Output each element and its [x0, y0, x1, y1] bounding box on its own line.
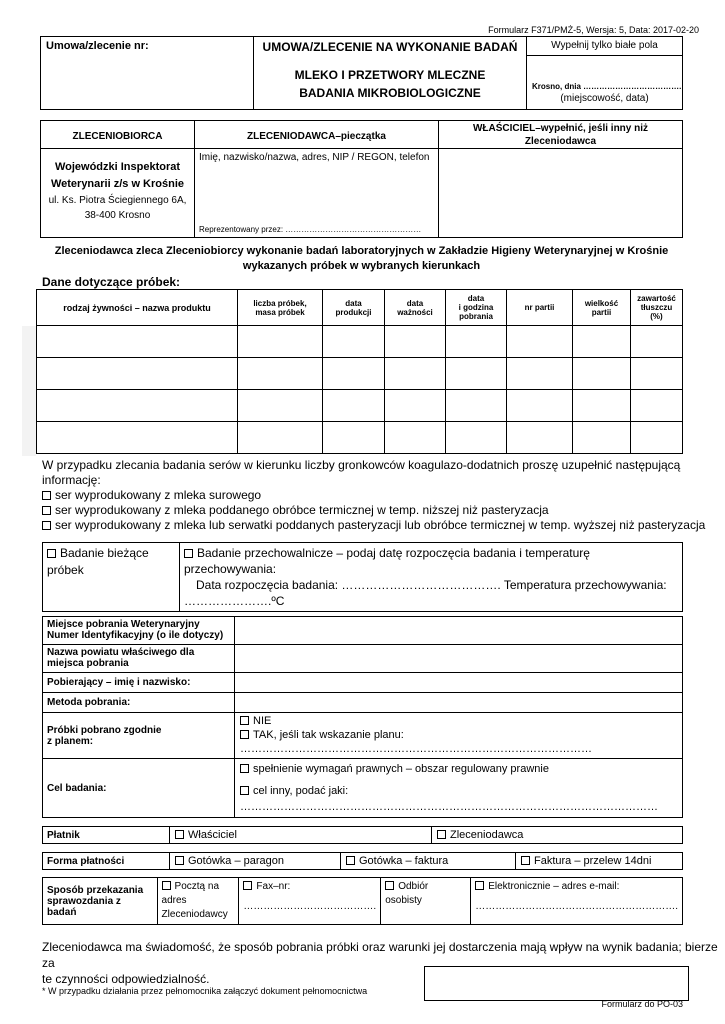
owner-header-1: WŁAŚCICIEL–wypełnić, jeśli inny niż — [472, 122, 649, 134]
checkbox-icon[interactable] — [243, 881, 252, 890]
fill-note: Wypełnij tylko białe pola — [551, 40, 658, 51]
form-title: UMOWA/ZLECENIE NA WYKONANIE BADAŃ — [262, 40, 518, 54]
storage-test-option[interactable]: Badanie przechowalnicze – podaj datę rozpoczęcia badania i temperaturę przechowywania: — [184, 546, 590, 576]
district-label-2: miejsca pobrania — [47, 658, 129, 669]
table-row[interactable] — [37, 326, 683, 358]
report-fax-option[interactable]: Fax–nr: …………………………………. — [239, 878, 381, 925]
contractor-name-1: Wojewódzki Inspektorat — [54, 161, 181, 173]
report-table — [42, 877, 683, 925]
parties-table — [40, 120, 683, 238]
checkbox-icon[interactable] — [346, 856, 355, 865]
signature-box[interactable] — [424, 966, 689, 1001]
contractor-header: ZLECENIOBIORCA — [72, 130, 163, 142]
storage-start-line: Data rozpoczęcia badania: …………………………………. Temperatura przechowywania: — [196, 578, 667, 592]
payer-label: Płatnik — [47, 829, 80, 841]
purpose-option-other[interactable]: cel inny, podać jaki: — [240, 783, 677, 799]
report-email-option[interactable]: Elektronicznie – adres e-mail: ……………………………………………………. — [471, 878, 683, 925]
client-header: ZLECENIODAWCA–pieczątka — [247, 130, 386, 142]
col-count-1: liczba próbek, — [253, 298, 307, 308]
report-mail-2: adres — [161, 895, 187, 906]
report-label-2: sprawozdania z badań — [47, 895, 121, 918]
owner-cell[interactable] — [439, 149, 683, 238]
checkbox-icon[interactable] — [42, 491, 51, 500]
client-cell[interactable] — [195, 149, 439, 238]
header-table — [40, 36, 683, 110]
collector-field[interactable] — [235, 673, 683, 693]
checkbox-icon[interactable] — [184, 549, 193, 558]
place-date-hint: (miejscowość, data) — [560, 93, 649, 104]
checkbox-icon[interactable] — [521, 856, 530, 865]
intro-line-1: Zleceniodawca zleca Zleceniobiorcy wykonanie badań laboratoryjnych w Zakładzie Higieny Weterynaryjnej w Krośnie — [54, 245, 669, 257]
contract-no-cell[interactable] — [41, 37, 254, 110]
plan-option-no[interactable]: NIE — [240, 714, 677, 728]
checkbox-icon[interactable] — [385, 881, 394, 890]
col-expiry-2: ważności — [397, 307, 433, 317]
cheese-option-raw[interactable]: ser wyprodukowany z mleka surowego — [42, 488, 705, 503]
plan-cell — [235, 713, 683, 759]
report-fax-dots[interactable]: …………………………………. — [243, 901, 377, 912]
checkbox-icon[interactable] — [42, 506, 51, 515]
vet-no-field[interactable] — [235, 617, 683, 645]
subtitle-1: MLEKO I PRZETWORY MLECZNE — [294, 67, 486, 82]
col-sampling-3: pobrania — [459, 312, 493, 321]
contract-no-label: Umowa/zlecenie nr: — [46, 40, 149, 52]
row-margin-shade — [22, 326, 36, 456]
col-batch-no: nr partii — [524, 303, 555, 312]
col-batch-size-1: wielkość — [584, 298, 619, 308]
checkbox-icon[interactable] — [162, 881, 171, 890]
awareness-line-1: Zleceniodawca ma świadomość, że sposób pobrania próbki oraz warunki jej dostarczenia mają wpływ na wynik badania; bierze za — [42, 940, 718, 970]
purpose-option-legal[interactable]: spełnienie wymagań prawnych – obszar regulowany prawnie — [240, 761, 677, 777]
plan-label-2: z planem: — [47, 735, 94, 747]
payment-form-label: Forma płatności — [47, 855, 125, 867]
cheese-option-pasteurized[interactable]: ser wyprodukowany z mleka lub serwatki poddanych pasteryzacji lub obróbce termicznej w temp. wyższej niż pasteryzacja — [42, 518, 705, 533]
samples-title: Dane dotyczące próbek: — [42, 275, 181, 289]
contractor-name-2: Weterynarii z/s w Krośnie — [50, 178, 185, 190]
owner-header-2: Zleceniodawca — [524, 135, 597, 147]
footnote: * W przypadku działania przez pełnomocnika załączyć dokument pełnomocnictwa — [42, 986, 368, 996]
plan-dots[interactable]: …………………………………………………………………………………… — [240, 743, 592, 755]
form-ref: Formularz do PO-03 — [601, 999, 683, 1009]
test-type-table — [42, 542, 683, 612]
cheese-line-1: W przypadku zlecania badania serów w kierunku liczby gronkowców koagulazo-dodatnich proszę uzupełnić następującą — [42, 458, 681, 472]
table-row[interactable] — [37, 390, 683, 422]
col-count-2: masa próbek — [255, 307, 305, 317]
col-sampling-2: i godzina — [458, 303, 494, 312]
cheese-section — [42, 458, 705, 533]
method-label: Metoda pobrania: — [47, 697, 131, 708]
checkbox-icon[interactable] — [475, 881, 484, 890]
col-fat-1: zawartość — [637, 294, 676, 303]
purpose-dots[interactable]: …………………………………………………………………………………………………… — [240, 801, 658, 813]
purpose-cell — [235, 759, 683, 818]
plan-option-yes[interactable]: TAK, jeśli tak wskazanie planu: — [240, 728, 677, 742]
checkbox-icon[interactable] — [47, 549, 56, 558]
report-label-1: Sposób przekazania — [47, 884, 144, 896]
checkbox-icon[interactable] — [240, 730, 249, 739]
cheese-option-heat-low[interactable]: ser wyprodukowany z mleka poddanego obróbce termicznej w temp. niższej niż pasteryzacja — [42, 503, 705, 518]
col-prod-date-2: produkcji — [335, 307, 372, 317]
col-expiry-1: data — [406, 298, 424, 308]
contractor-cell — [41, 149, 195, 238]
col-product: rodzaj żywności – nazwa produktu — [63, 302, 211, 313]
place-date: Krosno, dnia ………………………………. — [532, 82, 682, 91]
report-mail-3: Zleceniodawcy — [161, 909, 228, 920]
report-email-dots[interactable]: ……………………………………………………. — [475, 901, 678, 912]
payment-form-table — [42, 852, 683, 870]
report-mail-option[interactable] — [157, 878, 239, 925]
checkbox-icon[interactable] — [437, 830, 446, 839]
payer-client-option[interactable]: Zleceniodawca — [432, 827, 683, 844]
samples-header-row — [37, 290, 683, 326]
subtitle-2: BADANIA MIKROBIOLOGICZNE — [299, 85, 481, 100]
col-batch-size-2: partii — [591, 307, 612, 317]
checkbox-icon[interactable] — [175, 830, 184, 839]
plan-label-1: Próbki pobrano zgodnie — [47, 724, 162, 736]
vet-no-label-2: Numer Identyfikacyjny (o ile dotyczy) — [47, 630, 224, 641]
report-mail-1: Pocztą na — [174, 881, 220, 892]
current-test-label-2: próbek — [47, 563, 84, 577]
table-row[interactable] — [37, 422, 683, 454]
contractor-addr-1: ul. Ks. Piotra Ściegiennego 6A, — [48, 195, 187, 206]
collector-label: Pobierający – imię i nazwisko: — [47, 677, 191, 688]
invoice-transfer-option[interactable]: Faktura – przelew 14dni — [516, 853, 683, 870]
cash-invoice-option[interactable]: Gotówka – faktura — [341, 853, 516, 870]
cheese-line-2: informację: — [42, 473, 101, 487]
payer-table — [42, 826, 683, 844]
sampling-table — [42, 616, 683, 818]
storage-temp-line: ………………….ºC — [184, 594, 285, 608]
cash-receipt-option[interactable]: Gotówka – paragon — [170, 853, 341, 870]
col-sampling-1: data — [467, 294, 485, 303]
col-fat-3: (%) — [650, 312, 663, 321]
checkbox-icon[interactable] — [240, 764, 249, 773]
district-label-1: Nazwa powiatu właściwego dla — [47, 647, 195, 658]
checkbox-icon[interactable] — [175, 856, 184, 865]
intro-line-2: wykazanych próbek w wybranych kierunkach — [242, 260, 481, 272]
client-rep: Reprezentowany przez: …………………………………………… — [199, 225, 422, 234]
place-date-cell[interactable] — [527, 56, 683, 110]
col-fat-2: tłuszczu — [640, 303, 673, 312]
storage-test-cell[interactable] — [180, 543, 683, 612]
purpose-label: Cel badania: — [47, 782, 107, 794]
col-prod-date-1: data — [345, 298, 362, 308]
report-pickup-option[interactable]: Odbiór osobisty — [381, 878, 471, 925]
client-hint: Imię, nazwisko/nazwa, adres, NIP / REGON, telefon — [199, 152, 430, 163]
checkbox-icon[interactable] — [240, 716, 249, 725]
samples-table — [36, 289, 683, 454]
contractor-addr-2: 38-400 Krosno — [84, 210, 151, 221]
table-row[interactable] — [37, 358, 683, 390]
payer-owner-option[interactable]: Właściciel — [170, 827, 432, 844]
method-field[interactable] — [235, 693, 683, 713]
district-field[interactable] — [235, 645, 683, 673]
form-code: Formularz F371/PMŻ-5, Wersja: 5, Data: 2017-02-20 — [488, 25, 699, 35]
current-test-cell[interactable] — [43, 543, 180, 612]
checkbox-icon[interactable] — [240, 786, 249, 795]
checkbox-icon[interactable] — [42, 521, 51, 530]
awareness-line-2: te czynności odpowiedzialność. — [42, 972, 210, 986]
vet-no-label-1: Miejsce pobrania Weterynaryjny — [47, 619, 200, 630]
current-test-option[interactable]: Badanie bieżące — [47, 545, 175, 562]
